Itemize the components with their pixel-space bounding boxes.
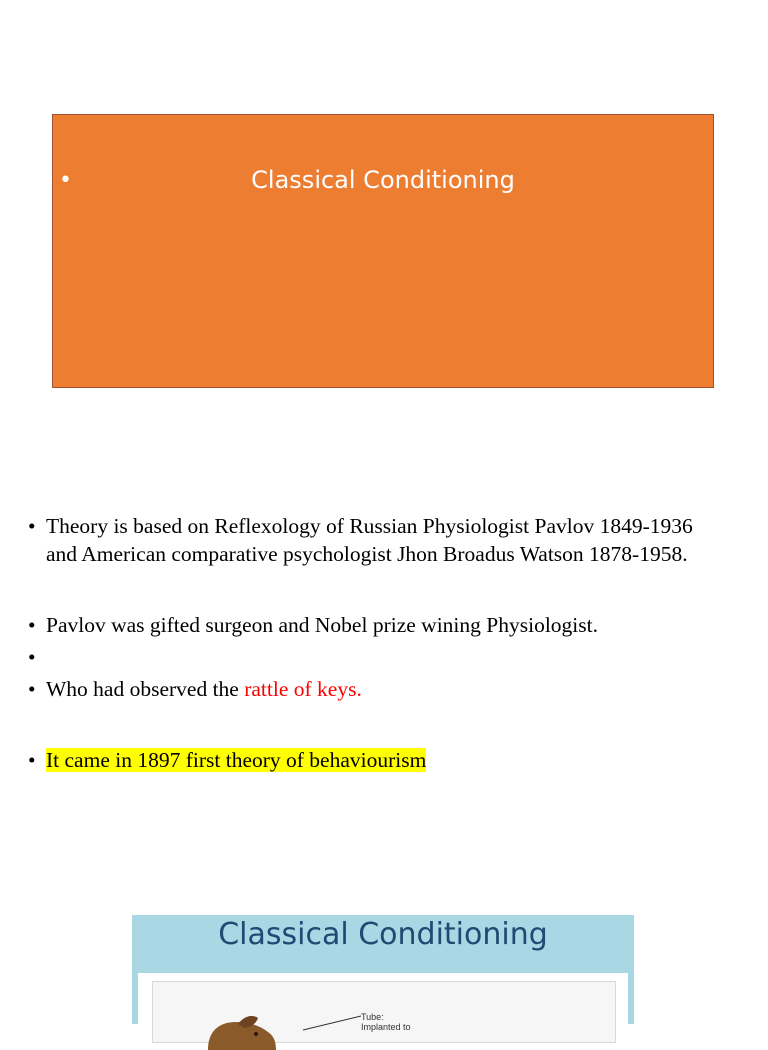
bullet-text-highlighted: It came in 1897 first theory of behaviourism (46, 748, 427, 772)
bullet-item-empty (28, 643, 728, 671)
tube-label-line1: Tube: (361, 1012, 384, 1022)
bullet-text: Theory is based on Reflexology of Russian Physiologist Pavlov 1849-1936 and American comparative psychologist Jhon Broadus Watson 1878-1958. (46, 514, 693, 566)
bullet-item-theory (28, 512, 728, 568)
bullet-item-pavlov (28, 611, 728, 639)
bullet-dot: • (28, 613, 36, 637)
bullet-dot: • (28, 645, 36, 669)
image-title: Classical Conditioning (218, 917, 548, 952)
classical-conditioning-image (132, 915, 634, 1032)
bullet-text (46, 645, 51, 669)
bullet-dot: • (28, 514, 36, 538)
image-header (132, 915, 634, 973)
slide-title: Classical Conditioning (251, 166, 515, 194)
image-body (132, 973, 634, 1032)
tube-label-line2: Implanted to (361, 1022, 411, 1032)
bullet-text: Pavlov was gifted surgeon and Nobel prize wining Physiologist. (46, 613, 598, 637)
bullet-list (28, 512, 728, 774)
bullet-item-keys (28, 675, 728, 703)
title-bullet: • (59, 168, 72, 193)
title-box (52, 114, 714, 388)
dog-head-icon (198, 1010, 278, 1050)
bullet-item-behaviourism (28, 746, 728, 774)
bullet-text-red: rattle of keys. (244, 677, 362, 701)
bullet-text: Who had observed the (46, 677, 245, 701)
tube-label (361, 1012, 411, 1032)
illustration-panel (152, 981, 616, 1043)
bullet-dot: • (28, 677, 36, 701)
bullet-dot: • (28, 748, 36, 772)
